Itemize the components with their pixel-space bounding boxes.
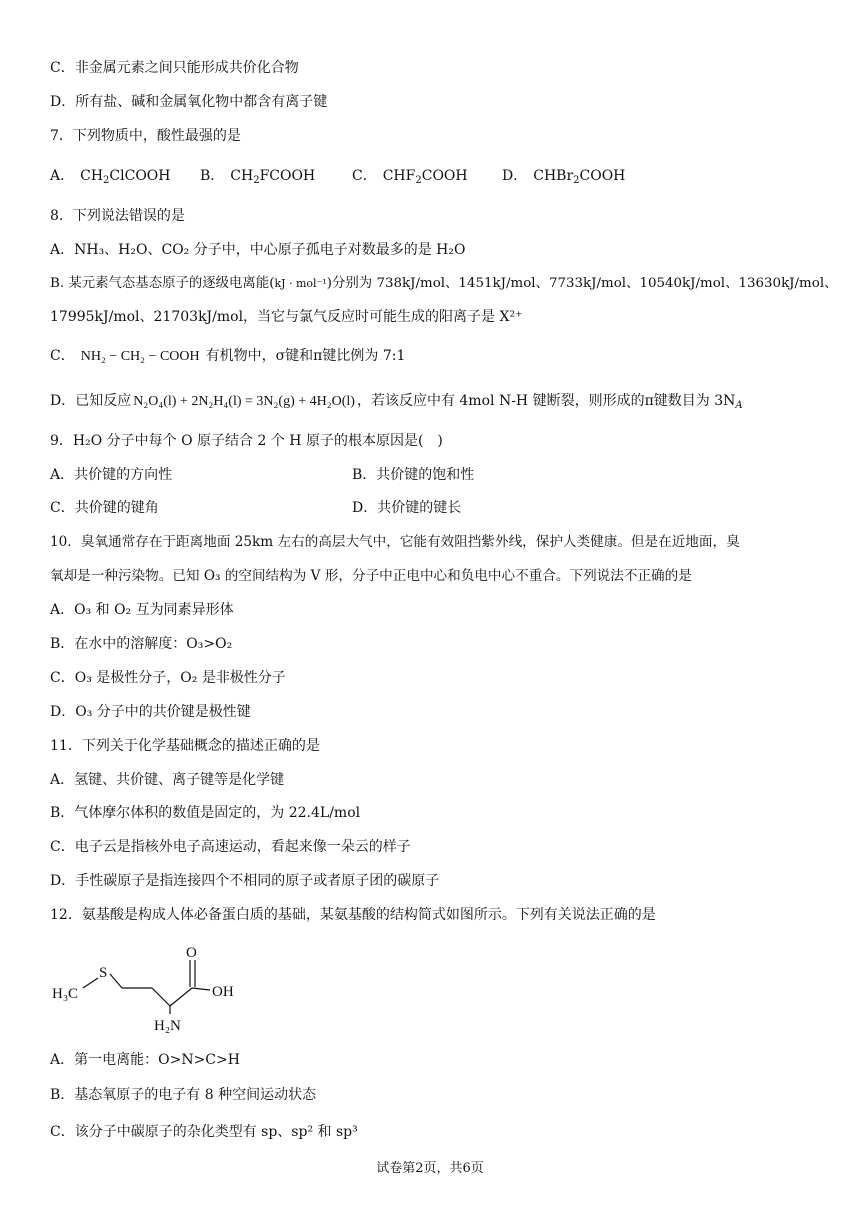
q6-option-c: C．非金属元素之间只能形成共价化合物 <box>50 60 299 76</box>
q9-option-d: D．共价键的键长 <box>352 500 462 516</box>
q12-stem: 12．氨基酸是构成人体必备蛋白质的基础，某氨基酸的结构简式如图所示。下列有关说法正确的是 <box>50 907 656 923</box>
page-footer: 试卷第2页，共6页 <box>376 1161 484 1176</box>
q9-option-a: A．共价键的方向性 <box>50 467 173 483</box>
mol-h2n-label: H₂N <box>154 1018 181 1034</box>
q9-option-c: C．共价键的键角 <box>50 500 159 516</box>
q8-stem: 8．下列说法错误的是 <box>50 208 185 224</box>
q10-option-c: C．O₃ 是极性分子，O₂ 是非极性分子 <box>50 670 286 686</box>
q7-option-d: D． CHBr$_2$COOH <box>502 168 626 186</box>
mol-h3c-label: H₃C <box>52 986 79 1002</box>
q10-stem-cont: 氧却是一种污染物。已知 O₃ 的空间结构为 V 形，分子中正电中心和负电中心不重合。下列说法不正确的是 <box>50 568 692 584</box>
q9-options-row2 <box>50 498 810 520</box>
q11-stem: 11．下列关于化学基础概念的描述正确的是 <box>50 738 320 754</box>
q9-option-b: B．共价键的饱和性 <box>352 467 475 483</box>
q10-option-d: D．O₃ 分子中的共价键是极性键 <box>50 704 251 720</box>
q12-option-b: B．基态氧原子的电子有 8 种空间运动状态 <box>50 1087 317 1103</box>
mol-s-label: S <box>99 965 108 981</box>
q10-option-a: A．O₃ 和 O₂ 互为同素异形体 <box>50 602 234 618</box>
q6-option-d: D．所有盐、碱和金属氧化物中都含有离子键 <box>50 94 328 110</box>
q10-option-b: B．在水中的溶解度：O₃>O₂ <box>50 636 233 652</box>
q7-option-a: A． $CH_2ClCOOH$ <box>50 168 171 186</box>
q12-option-a: A．第一电离能：O>N>C>H <box>50 1052 240 1068</box>
q8-option-b: B. 某元素气态基态原子的逐级电离能(kJ · mol⁻¹)分别为 738kJ/mol、1451kJ/mol、7733kJ/mol、10540kJ/mol、13630kJ/mol、 <box>50 276 838 291</box>
mol-o-label: O <box>186 945 197 961</box>
q11-option-a: A．氢键、共价键、离子键等是化学键 <box>50 772 285 788</box>
amino-acid-structure <box>50 940 260 1036</box>
q8-option-a: A．NH₃、H₂O、CO₂ 分子中，中心原子孤电子对数最多的是 H₂O <box>50 242 466 258</box>
q11-option-c: C．电子云是指核外电子高速运动，看起来像一朵云的样子 <box>50 839 411 855</box>
q7-stem: 7．下列物质中，酸性最强的是 <box>50 128 241 144</box>
q10-stem: 10．臭氧通常存在于距离地面 25km 左右的高层大气中，它能有效阻挡紫外线，保护人类健康。但是在近地面，臭 <box>50 534 740 550</box>
q9-stem: 9．H₂O 分子中每个 O 原子结合 2 个 H 原子的根本原因是( ) <box>50 433 443 449</box>
q11-option-d: D．手性碳原子是指连接四个不相同的原子或者原子团的碳原子 <box>50 873 440 889</box>
q9-options-row1 <box>50 465 810 487</box>
q7-option-b: B． $CH_2FCOOH$ <box>200 168 316 186</box>
q8-option-d: D．已知反应 N₂O₄(l) + 2N₂H₄(l) = 3N₂(g) + 4H₂O(l) ，若该反应中有 4mol N-H 键断裂，则形成的π键数目为 $3N_A$ <box>50 393 743 411</box>
q7-options <box>50 166 810 188</box>
q12-option-c: C．该分子中碳原子的杂化类型有 sp、sp² 和 sp³ <box>50 1124 358 1140</box>
q8-option-b-cont: 17995kJ/mol、21703kJ/mol，当它与氯气反应时可能生成的阳离子是 X²⁺ <box>50 309 523 325</box>
q11-option-b: B．气体摩尔体积的数值是固定的，为 22.4L/mol <box>50 805 361 821</box>
mol-oh-label: OH <box>212 984 234 1000</box>
q7-option-c: C． $CHF_2COOH$ <box>352 168 468 186</box>
q8-option-c: C． NH₂ − CH₂ − COOH 有机物中，σ键和π键比例为 7:1 <box>50 348 406 364</box>
